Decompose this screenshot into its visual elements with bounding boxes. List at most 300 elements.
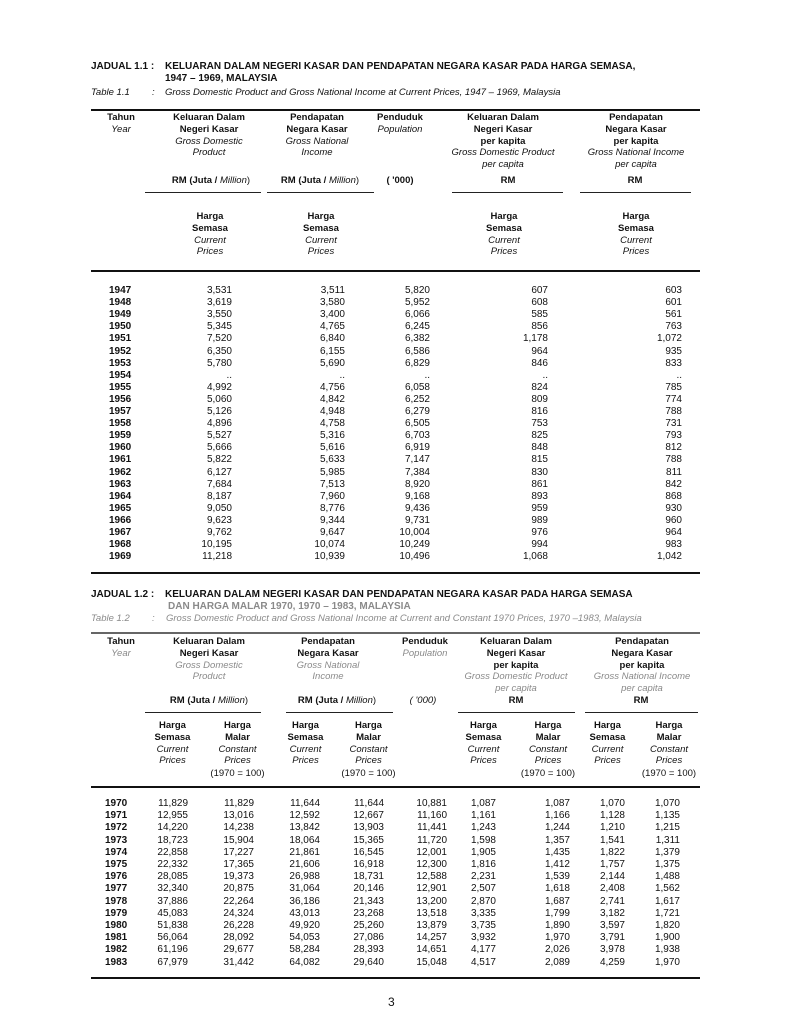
table1-cell: 6,155 bbox=[319, 345, 345, 357]
table2-cell: 54,053 bbox=[289, 932, 320, 944]
table2-current-price-header: Harga Semasa Current Prices bbox=[465, 720, 502, 767]
table1-cell: 4,842 bbox=[319, 393, 345, 405]
table1-cell: 7,513 bbox=[319, 478, 345, 490]
table2-cell: 56,064 bbox=[157, 932, 188, 944]
table2-cell: 1,375 bbox=[654, 859, 680, 870]
table2-cell: 31,442 bbox=[223, 956, 254, 968]
table2-cell: 18,064 bbox=[289, 834, 320, 846]
table2-row-year: 1981 bbox=[105, 932, 128, 944]
table2-label-en: Table 1.2 bbox=[91, 613, 130, 624]
table1-cell: 6,829 bbox=[404, 357, 430, 369]
table2-cell: 21,343 bbox=[353, 895, 384, 907]
table2-cell: 1,070 bbox=[599, 798, 625, 809]
table2-cell: 1,128 bbox=[599, 810, 625, 822]
table2-cell: 2,089 bbox=[544, 956, 570, 968]
table1-cell: 6,382 bbox=[404, 333, 430, 345]
table2-header-population: Penduduk Population bbox=[402, 636, 448, 659]
table2-cell: 22,858 bbox=[157, 846, 188, 858]
table2-cell: 12,592 bbox=[289, 810, 320, 822]
table2-cell: 1,161 bbox=[470, 810, 496, 822]
table2-cell: 29,640 bbox=[353, 956, 384, 968]
table1-cell: 8,187 bbox=[206, 490, 232, 502]
table1-cell: 5,345 bbox=[206, 321, 232, 333]
table2-header-gni: Pendapatan Negara Kasar Gross National Income bbox=[296, 636, 360, 683]
table2-cell: 17,227 bbox=[223, 846, 254, 858]
table1-header-bottom-rule bbox=[91, 270, 700, 272]
table1-cell: 4,992 bbox=[206, 381, 232, 393]
table2-cell: 22,264 bbox=[223, 895, 254, 907]
table1-cell: 10,939 bbox=[314, 551, 345, 563]
table1-cell: 561 bbox=[665, 309, 682, 321]
table1-cell: 601 bbox=[665, 297, 682, 309]
table2-current-price-header: Harga Semasa Current Prices bbox=[589, 720, 626, 767]
table2-row-year: 1982 bbox=[105, 944, 128, 956]
table1-title-en: Gross Domestic Product and Gross National Income at Current Prices, 1947 – 1969, Malaysia bbox=[165, 87, 561, 98]
table2-cell: 21,606 bbox=[289, 859, 320, 870]
table2-cell: 1,210 bbox=[599, 822, 625, 834]
table2-current-price-header: Harga Semasa Current Prices bbox=[154, 720, 191, 767]
table1-header-year: Tahun Year bbox=[107, 112, 135, 135]
table1-row-year: 1962 bbox=[109, 466, 132, 478]
table1-label-ms: JADUAL 1.1 : bbox=[91, 61, 155, 72]
table1-cell: 4,765 bbox=[319, 321, 345, 333]
table2-header-gdp: Keluaran Dalam Negeri Kasar Gross Domestic Product bbox=[173, 636, 245, 683]
table1-cell: 6,127 bbox=[206, 466, 232, 478]
table2-cell: 18,731 bbox=[353, 871, 384, 883]
table1-rule-gdp-2 bbox=[155, 192, 261, 193]
table2-cell: 1,166 bbox=[544, 810, 570, 822]
table2-cell: 20,146 bbox=[353, 883, 384, 895]
table1-cell: 856 bbox=[531, 321, 548, 333]
table1-cell: 8,776 bbox=[319, 502, 345, 514]
table2-cell: 11,160 bbox=[417, 810, 447, 822]
table1-cell: 10,074 bbox=[314, 539, 345, 551]
table2-cell: 1,357 bbox=[544, 834, 570, 846]
table2-cell: 3,978 bbox=[599, 944, 625, 956]
table2-cell: 15,904 bbox=[223, 834, 254, 846]
table2-cell: 1,135 bbox=[654, 810, 680, 822]
table1-cell: 7,960 bbox=[319, 490, 345, 502]
table2-cell: 3,182 bbox=[599, 907, 625, 919]
table2-title-en: Gross Domestic Product and Gross National Income at Current and Constant 1970 Prices, 1970 –1983, Malaysia bbox=[166, 613, 642, 624]
table1-cell: .. bbox=[424, 369, 430, 381]
table2-cell: 1,799 bbox=[544, 907, 570, 919]
table2-cell: 16,918 bbox=[353, 859, 384, 870]
table2-constant-price-header: Harga Malar Constant Prices (1970 = 100) bbox=[520, 720, 576, 780]
table2-cell: 1,488 bbox=[654, 871, 680, 883]
table2-title-ms-line1: KELUARAN DALAM NEGERI KASAR DAN PENDAPATAN NEGARA KASAR PADA HARGA SEMASA bbox=[165, 589, 633, 600]
table2-cell: 4,517 bbox=[470, 956, 496, 968]
table1-cell: 960 bbox=[665, 514, 682, 526]
table1-cell: 10,249 bbox=[399, 539, 430, 551]
table1-row-year: 1953 bbox=[109, 357, 132, 369]
table1-unit-gdp-pc: RM bbox=[500, 175, 516, 186]
table2-cell: 13,842 bbox=[289, 822, 320, 834]
table1-cell: 6,066 bbox=[404, 309, 430, 321]
table2-cell: 12,667 bbox=[353, 810, 384, 822]
table1-row-year: 1965 bbox=[109, 502, 132, 514]
table2-cell: 21,861 bbox=[289, 846, 320, 858]
table2-cell: 12,901 bbox=[416, 883, 447, 895]
table1-cell: 964 bbox=[531, 345, 548, 357]
table1-cell: 833 bbox=[665, 357, 682, 369]
table1-price-header-gdp-pc: Harga Semasa Current Prices bbox=[486, 211, 522, 258]
table2-cell: 13,200 bbox=[416, 895, 447, 907]
table2-row-year: 1976 bbox=[105, 871, 128, 883]
table2-cell: 1,617 bbox=[654, 895, 680, 907]
table2-cell: 1,970 bbox=[654, 956, 680, 968]
table2-cell: 2,026 bbox=[544, 944, 570, 956]
table2-cell: 20,875 bbox=[223, 883, 254, 895]
table1-bottom-rule bbox=[91, 572, 700, 574]
table2-row-year: 1979 bbox=[105, 907, 128, 919]
table1-cell: 9,762 bbox=[206, 527, 232, 538]
table1-cell: .. bbox=[542, 369, 548, 381]
table1-cell: 5,126 bbox=[206, 406, 232, 417]
table2-cell: 1,816 bbox=[470, 859, 496, 870]
table1-cell: 9,436 bbox=[404, 502, 430, 514]
table2-cell: 23,268 bbox=[353, 907, 384, 919]
table2-cell: 1,598 bbox=[470, 834, 496, 846]
table1-top-rule bbox=[91, 109, 700, 111]
table2-cell: 13,879 bbox=[416, 920, 447, 931]
table1-header-gni: Pendapatan Negara Kasar Gross National Income bbox=[285, 112, 349, 159]
table2-cell: 1,890 bbox=[544, 920, 570, 931]
table1-cell: 9,050 bbox=[206, 502, 232, 514]
table2-unit-population: ( '000) bbox=[409, 695, 437, 706]
table2-cell: 11,720 bbox=[417, 834, 447, 846]
table1-cell: 935 bbox=[665, 345, 682, 357]
table2-cell: 3,335 bbox=[470, 907, 496, 919]
table1-cell: 6,919 bbox=[404, 442, 430, 454]
table2-cell: 2,144 bbox=[599, 871, 625, 883]
table1-cell: 763 bbox=[665, 321, 682, 333]
table2-cell: 2,507 bbox=[470, 883, 496, 895]
table2-cell: 3,791 bbox=[599, 932, 625, 944]
table1-cell: 5,820 bbox=[404, 285, 430, 296]
table1-row-year: 1959 bbox=[109, 430, 132, 442]
table2-row-year: 1980 bbox=[105, 920, 128, 931]
table1-row-year: 1966 bbox=[109, 514, 132, 526]
table1-cell: 964 bbox=[665, 527, 682, 538]
table1-rule-gni bbox=[267, 192, 374, 193]
table1-cell: 11,218 bbox=[202, 551, 232, 563]
table2-cell: 1,412 bbox=[544, 859, 570, 870]
table1-cell: 731 bbox=[665, 418, 682, 430]
table2-cell: 3,597 bbox=[599, 920, 625, 931]
table1-unit-population: ( '000) bbox=[386, 175, 414, 186]
table1-unit-gdp: RM (Juta / Million) bbox=[171, 175, 251, 186]
table1-cell: 4,758 bbox=[319, 418, 345, 430]
table2-cell: 25,260 bbox=[353, 920, 384, 931]
table1-row-year: 1964 bbox=[109, 490, 132, 502]
table2-header-year: Tahun Year bbox=[107, 636, 135, 659]
table1-cell: 3,580 bbox=[319, 297, 345, 309]
table1-cell: 9,168 bbox=[404, 490, 430, 502]
table1-cell: 5,666 bbox=[206, 442, 232, 454]
table1-cell: 7,684 bbox=[206, 478, 232, 490]
table2-cell: 14,257 bbox=[416, 932, 447, 944]
table2-cell: 1,435 bbox=[544, 846, 570, 858]
table2-cell: 1,243 bbox=[470, 822, 496, 834]
table2-cell: 28,085 bbox=[157, 871, 188, 883]
table2-cell: 1,244 bbox=[544, 822, 570, 834]
table1-cell: 989 bbox=[531, 514, 548, 526]
table2-cell: 1,541 bbox=[599, 834, 625, 846]
table2-constant-price-header: Harga Malar Constant Prices (1970 = 100) bbox=[210, 720, 265, 780]
table1-title-ms-line2: 1947 – 1969, MALAYSIA bbox=[165, 73, 278, 84]
table1-price-header-gni-pc: Harga Semasa Current Prices bbox=[618, 211, 654, 258]
table1-cell: 842 bbox=[665, 478, 682, 490]
table1-rule-gni-pc bbox=[580, 192, 691, 193]
table2-cell: 58,284 bbox=[289, 944, 320, 956]
table2-cell: 2,741 bbox=[599, 895, 625, 907]
table1-cell: 5,690 bbox=[319, 357, 345, 369]
table1-unit-gni: RM (Juta / Million) bbox=[280, 175, 360, 186]
table1-cell: 6,245 bbox=[404, 321, 430, 333]
table1-header-gdp: Keluaran Dalam Negeri Kasar Gross Domestic Product bbox=[173, 112, 245, 159]
table1-header-gdp-per-capita: Keluaran Dalam Negeri Kasar per kapita Gross Domestic Product per capita bbox=[451, 112, 555, 171]
table2-unit-gdp-pc: RM bbox=[508, 695, 524, 706]
table1-cell: 6,505 bbox=[404, 418, 430, 430]
table2-row-year: 1975 bbox=[105, 859, 128, 870]
table2-cell: 12,955 bbox=[157, 810, 188, 822]
table2-cell: 15,365 bbox=[353, 834, 384, 846]
table2-row-year: 1973 bbox=[105, 834, 128, 846]
table1-cell: .. bbox=[676, 369, 682, 381]
table2-cell: 1,311 bbox=[655, 834, 680, 846]
table1-header-gni-per-capita: Pendapatan Negara Kasar per kapita Gross National Income per capita bbox=[587, 112, 685, 171]
table2-cell: 12,001 bbox=[416, 846, 447, 858]
table1-cell: 5,316 bbox=[319, 430, 345, 442]
table1-cell: 788 bbox=[665, 406, 682, 417]
table2-cell: 1,905 bbox=[470, 846, 496, 858]
table1-row-year: 1958 bbox=[109, 418, 132, 430]
table2-cell: 24,324 bbox=[223, 907, 254, 919]
table2-cell: 51,838 bbox=[157, 920, 188, 931]
table1-cell: 868 bbox=[665, 490, 682, 502]
table2-cell: 22,332 bbox=[157, 859, 188, 870]
table2-row-year: 1972 bbox=[105, 822, 128, 834]
table1-row-year: 1969 bbox=[109, 551, 132, 563]
table1-row-year: 1963 bbox=[109, 478, 132, 490]
table2-cell: 1,757 bbox=[599, 859, 625, 870]
table2-top-rule bbox=[91, 632, 700, 634]
table1-cell: 3,619 bbox=[206, 297, 232, 309]
table2-header-bottom-rule bbox=[91, 786, 700, 788]
table2-cell: 11,441 bbox=[417, 822, 447, 834]
table2-cell: 1,618 bbox=[544, 883, 570, 895]
table1-cell: 585 bbox=[531, 309, 548, 321]
table2-cell: 18,723 bbox=[157, 834, 188, 846]
table2-cell: 4,177 bbox=[470, 944, 496, 956]
table2-rule-gdp-pc bbox=[458, 712, 575, 713]
table1-cell: 3,531 bbox=[206, 285, 232, 296]
table2-cell: 27,086 bbox=[353, 932, 384, 944]
table1-cell: 6,252 bbox=[404, 393, 430, 405]
table2-cell: 3,932 bbox=[470, 932, 496, 944]
table1-row-year: 1947 bbox=[109, 285, 132, 296]
table1-cell: 6,350 bbox=[206, 345, 232, 357]
table1-cell: 7,384 bbox=[404, 466, 430, 478]
table1-cell: 824 bbox=[531, 381, 548, 393]
table1-cell: 5,952 bbox=[404, 297, 430, 309]
table2-cell: 1,822 bbox=[599, 846, 625, 858]
table2-cell: 2,231 bbox=[470, 871, 496, 883]
table2-cell: 1,539 bbox=[544, 871, 570, 883]
table1-cell: 5,985 bbox=[319, 466, 345, 478]
table2-cell: 28,393 bbox=[353, 944, 384, 956]
table2-row-year: 1983 bbox=[105, 956, 128, 968]
table2-header-gdp-per-capita: Keluaran Dalam Negeri Kasar per kapita Gross Domestic Product per capita bbox=[464, 636, 568, 695]
table1-cell: 994 bbox=[531, 539, 548, 551]
table2-cell: 11,644 bbox=[354, 798, 384, 809]
table2-cell: 14,238 bbox=[223, 822, 254, 834]
table1-cell: 785 bbox=[665, 381, 682, 393]
table1-cell: 793 bbox=[665, 430, 682, 442]
table1-cell: 812 bbox=[665, 442, 682, 454]
table1-cell: 608 bbox=[531, 297, 548, 309]
table1-cell: 1,042 bbox=[656, 551, 682, 563]
table1-cell: 7,520 bbox=[206, 333, 232, 345]
table1-row-year: 1952 bbox=[109, 345, 132, 357]
table1-cell: 825 bbox=[531, 430, 548, 442]
table1-row-year: 1960 bbox=[109, 442, 132, 454]
table1-cell: 607 bbox=[531, 285, 548, 296]
table2-cell: 1,070 bbox=[654, 798, 680, 809]
table1-cell: 830 bbox=[531, 466, 548, 478]
table1-rule-gdp-pc bbox=[452, 192, 563, 193]
table2-cell: 28,092 bbox=[223, 932, 254, 944]
table1-cell: 930 bbox=[665, 502, 682, 514]
table1-cell: 809 bbox=[531, 393, 548, 405]
table2-cell: 13,518 bbox=[416, 907, 447, 919]
table2-cell: 49,920 bbox=[289, 920, 320, 931]
table2-row-year: 1970 bbox=[105, 798, 128, 809]
table2-label-ms: JADUAL 1.2 : bbox=[91, 589, 155, 600]
table1-row-year: 1968 bbox=[109, 539, 132, 551]
table1-cell: 5,633 bbox=[319, 454, 345, 466]
table1-cell: 6,703 bbox=[404, 430, 430, 442]
table2-cell: 14,651 bbox=[416, 944, 447, 956]
table1-title-ms-line1: KELUARAN DALAM NEGERI KASAR DAN PENDAPATAN NEGARA KASAR PADA HARGA SEMASA, bbox=[165, 61, 636, 72]
table2-cell: 1,721 bbox=[654, 907, 680, 919]
table2-unit-gni-pc: RM bbox=[633, 695, 649, 706]
table1-row-year: 1949 bbox=[109, 309, 132, 321]
table2-current-price-header: Harga Semasa Current Prices bbox=[287, 720, 324, 767]
table1-row-year: 1955 bbox=[109, 381, 132, 393]
table1-cell: 3,511 bbox=[320, 285, 345, 296]
table2-constant-price-header: Harga Malar Constant Prices (1970 = 100) bbox=[641, 720, 697, 780]
table2-title-ms-line2: DAN HARGA MALAR 1970, 1970 – 1983, MALAYSIA bbox=[168, 601, 411, 612]
table1-cell: 9,731 bbox=[404, 514, 430, 526]
table2-cell: 61,196 bbox=[157, 944, 188, 956]
table1-cell: 7,147 bbox=[404, 454, 430, 466]
table2-cell: 15,048 bbox=[416, 956, 447, 968]
table2-header-gni-per-capita: Pendapatan Negara Kasar per kapita Gross National Income per capita bbox=[593, 636, 691, 695]
table1-cell: 5,822 bbox=[206, 454, 232, 466]
table1-cell: 8,920 bbox=[404, 478, 430, 490]
table1-cell: 5,527 bbox=[206, 430, 232, 442]
table2-rule-gni bbox=[286, 712, 393, 713]
table2-cell: 67,979 bbox=[157, 956, 188, 968]
table2-cell: 2,870 bbox=[470, 895, 496, 907]
table1-cell: 5,780 bbox=[206, 357, 232, 369]
table2-cell: 3,735 bbox=[470, 920, 496, 931]
table1-cell: 861 bbox=[531, 478, 548, 490]
table1-cell: 6,586 bbox=[404, 345, 430, 357]
table1-header-population: Penduduk Population bbox=[377, 112, 423, 135]
table1-row-year: 1951 bbox=[109, 333, 132, 345]
table2-unit-gdp: RM (Juta / Million) bbox=[169, 695, 249, 706]
table1-row-year: 1957 bbox=[109, 406, 132, 417]
table1-price-header-gni: Harga Semasa Current Prices bbox=[303, 211, 339, 258]
table1-cell: 4,756 bbox=[319, 381, 345, 393]
table1-cell: 9,647 bbox=[319, 527, 345, 538]
table1-cell: 976 bbox=[531, 527, 548, 538]
table2-cell: 12,300 bbox=[416, 859, 447, 870]
table2-cell: 14,220 bbox=[157, 822, 188, 834]
table2-cell: 1,820 bbox=[654, 920, 680, 931]
table2-cell: 1,087 bbox=[470, 798, 496, 809]
table2-cell: 1,970 bbox=[544, 932, 570, 944]
table1-cell: 816 bbox=[531, 406, 548, 417]
table1-cell: 959 bbox=[531, 502, 548, 514]
table2-row-year: 1977 bbox=[105, 883, 128, 895]
table2-cell: 1,215 bbox=[654, 822, 680, 834]
table1-cell: 10,496 bbox=[399, 551, 430, 563]
table1-cell: 893 bbox=[531, 490, 548, 502]
table1-row-year: 1950 bbox=[109, 321, 132, 333]
table2-cell: 1,087 bbox=[544, 798, 570, 809]
page-number: 3 bbox=[388, 995, 395, 1009]
table1-row-year: 1948 bbox=[109, 297, 132, 309]
table2-cell: 11,644 bbox=[290, 798, 320, 809]
table2-cell: 37,886 bbox=[157, 895, 188, 907]
table1-cell: 983 bbox=[665, 539, 682, 551]
table1-cell: 1,068 bbox=[522, 551, 548, 563]
table1-cell: 753 bbox=[531, 418, 548, 430]
table1-cell: 10,195 bbox=[201, 539, 232, 551]
table1-cell: 815 bbox=[531, 454, 548, 466]
table2-cell: 1,687 bbox=[544, 895, 570, 907]
table1-cell: 9,344 bbox=[319, 514, 345, 526]
table2-cell: 2,408 bbox=[599, 883, 625, 895]
table1-unit-gni-pc: RM bbox=[627, 175, 643, 186]
table2-cell: 13,903 bbox=[353, 822, 384, 834]
table2-cell: 11,829 bbox=[224, 798, 254, 809]
table2-cell: 1,938 bbox=[654, 944, 680, 956]
table1-cell: 5,060 bbox=[206, 393, 232, 405]
table2-cell: 64,082 bbox=[289, 956, 320, 968]
table2-cell: 16,545 bbox=[353, 846, 384, 858]
table2-constant-price-header: Harga Malar Constant Prices (1970 = 100) bbox=[341, 720, 396, 780]
table2-row-year: 1974 bbox=[105, 846, 128, 858]
table1-cell: 1,178 bbox=[522, 333, 548, 345]
table1-cell: 6,279 bbox=[404, 406, 430, 417]
table1-cell: 788 bbox=[665, 454, 682, 466]
table2-cell: 1,562 bbox=[654, 883, 680, 895]
table1-row-year: 1954 bbox=[109, 369, 132, 381]
table2-cell: 4,259 bbox=[599, 956, 625, 968]
table2-rule-gni-pc bbox=[585, 712, 698, 713]
table2-row-year: 1978 bbox=[105, 895, 128, 907]
table2-cell: 26,988 bbox=[289, 871, 320, 883]
table1-cell: 811 bbox=[666, 466, 682, 478]
table1-cell: 3,550 bbox=[206, 309, 232, 321]
table2-cell: 29,677 bbox=[223, 944, 254, 956]
table2-cell: 43,013 bbox=[289, 907, 320, 919]
